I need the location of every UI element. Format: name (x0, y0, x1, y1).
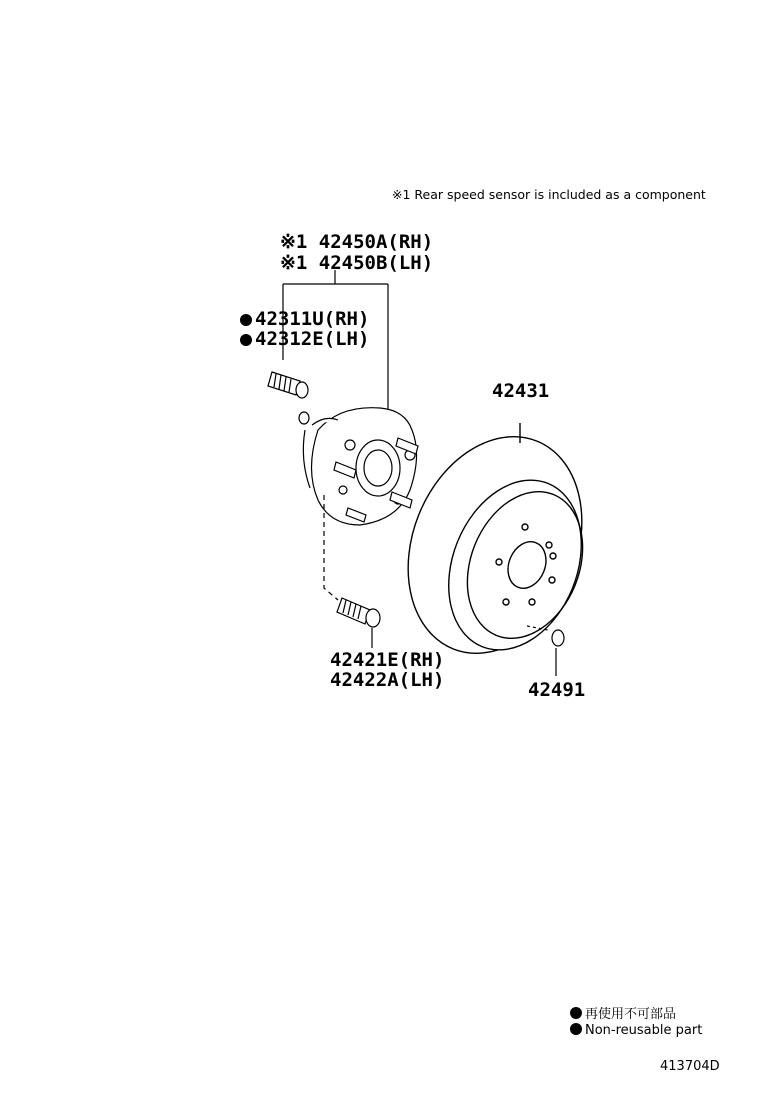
legend-jp-text: 再使用不可部品 (585, 1007, 677, 1022)
label-42421e: 42421E(RH) (330, 649, 445, 671)
legend-jp (570, 1003, 676, 1022)
legend-en-text: Non-reusable part (585, 1023, 703, 1038)
note-marker: ※1 (392, 187, 411, 202)
hub-bolt-lower (337, 598, 380, 648)
hub-bolt-upper (268, 372, 308, 398)
non-reusable-dot-icon (240, 334, 252, 346)
legend-dot-icon (570, 1023, 582, 1035)
label-42450a: ※1 42450A(RH) (280, 231, 434, 253)
non-reusable-dot-icon (240, 314, 252, 326)
label-42450b: ※1 42450B(LH) (280, 252, 434, 274)
label-42422a: 42422A(LH) (330, 669, 445, 691)
label-42311u-text: 42311U(RH) (255, 308, 370, 330)
label-42312e-text: 42312E(LH) (255, 328, 370, 350)
hub-assembly (299, 408, 418, 525)
label-42431: 42431 (492, 380, 550, 402)
label-42312e (240, 328, 369, 350)
legend-dot-icon (570, 1007, 582, 1019)
component-note (392, 187, 706, 202)
label-42491: 42491 (528, 679, 586, 701)
legend-en (570, 1023, 702, 1038)
figure-id: 413704D (660, 1059, 720, 1074)
note-text: Rear speed sensor is included as a component (414, 187, 706, 202)
label-42311u (240, 308, 369, 330)
